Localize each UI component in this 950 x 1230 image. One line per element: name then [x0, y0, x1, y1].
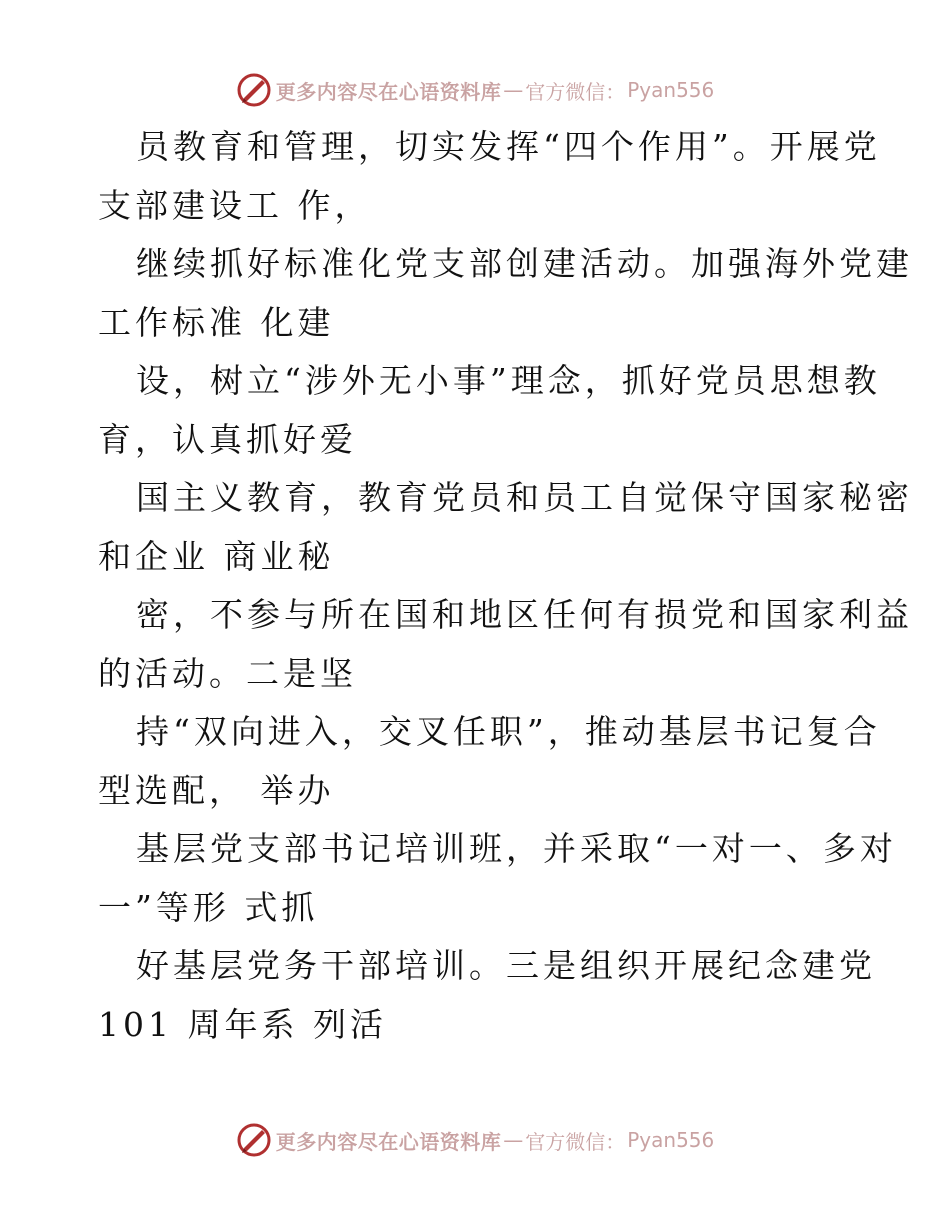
watermark-dash: — [503, 1128, 524, 1152]
text-line: 和企业 商业秘 [98, 536, 335, 576]
text-line: 继续抓好标准化党支部创建活动。加强海外党建 [136, 244, 913, 283]
watermark-official-label: 官方微信： [525, 1129, 626, 1154]
text-line: 支部建设工 作， [98, 185, 372, 225]
text-line: 好基层党务干部培训。三是组织开展纪念建党 [136, 946, 876, 985]
pen-logo-icon [236, 1122, 272, 1158]
document-body [98, 118, 913, 1054]
watermark-official-label: 官方微信： [525, 79, 626, 104]
text-line: 设，树立“涉外无小事”理念，抓好党员思想教 [136, 361, 881, 400]
text-line: 101 周年系 列活 [98, 1004, 387, 1044]
text-line: 工作标准 化建 [98, 302, 335, 342]
text-line: 育，认真抓好爱 [98, 419, 357, 459]
pen-logo-icon [236, 72, 272, 108]
watermark-dash: — [503, 78, 524, 102]
text-line: 密，不参与所在国和地区任何有损党和国家利益 [136, 595, 913, 634]
text-line: 员教育和管理，切实发挥“四个作用”。开展党 [136, 127, 881, 166]
text-line: 基层党支部书记培训班，并采取“一对一、多对 [136, 829, 897, 868]
text-line: 持“双向进入，交叉任职”，推动基层书记复合 [136, 712, 881, 751]
watermark-site-text: 更多内容尽在心语资料库 [275, 79, 502, 104]
text-line: 一”等形 式抓 [98, 887, 319, 927]
header-watermark [0, 70, 950, 110]
text-line: 的活动。二是坚 [98, 653, 357, 693]
watermark-wechat-id: Pyan556 [627, 78, 715, 102]
watermark-site-text: 更多内容尽在心语资料库 [275, 1129, 502, 1154]
text-line: 型选配， 举办 [98, 770, 335, 810]
watermark-wechat-id: Pyan556 [627, 1128, 715, 1152]
footer-watermark [0, 1120, 950, 1160]
text-line: 国主义教育，教育党员和员工自觉保守国家秘密 [136, 478, 913, 517]
